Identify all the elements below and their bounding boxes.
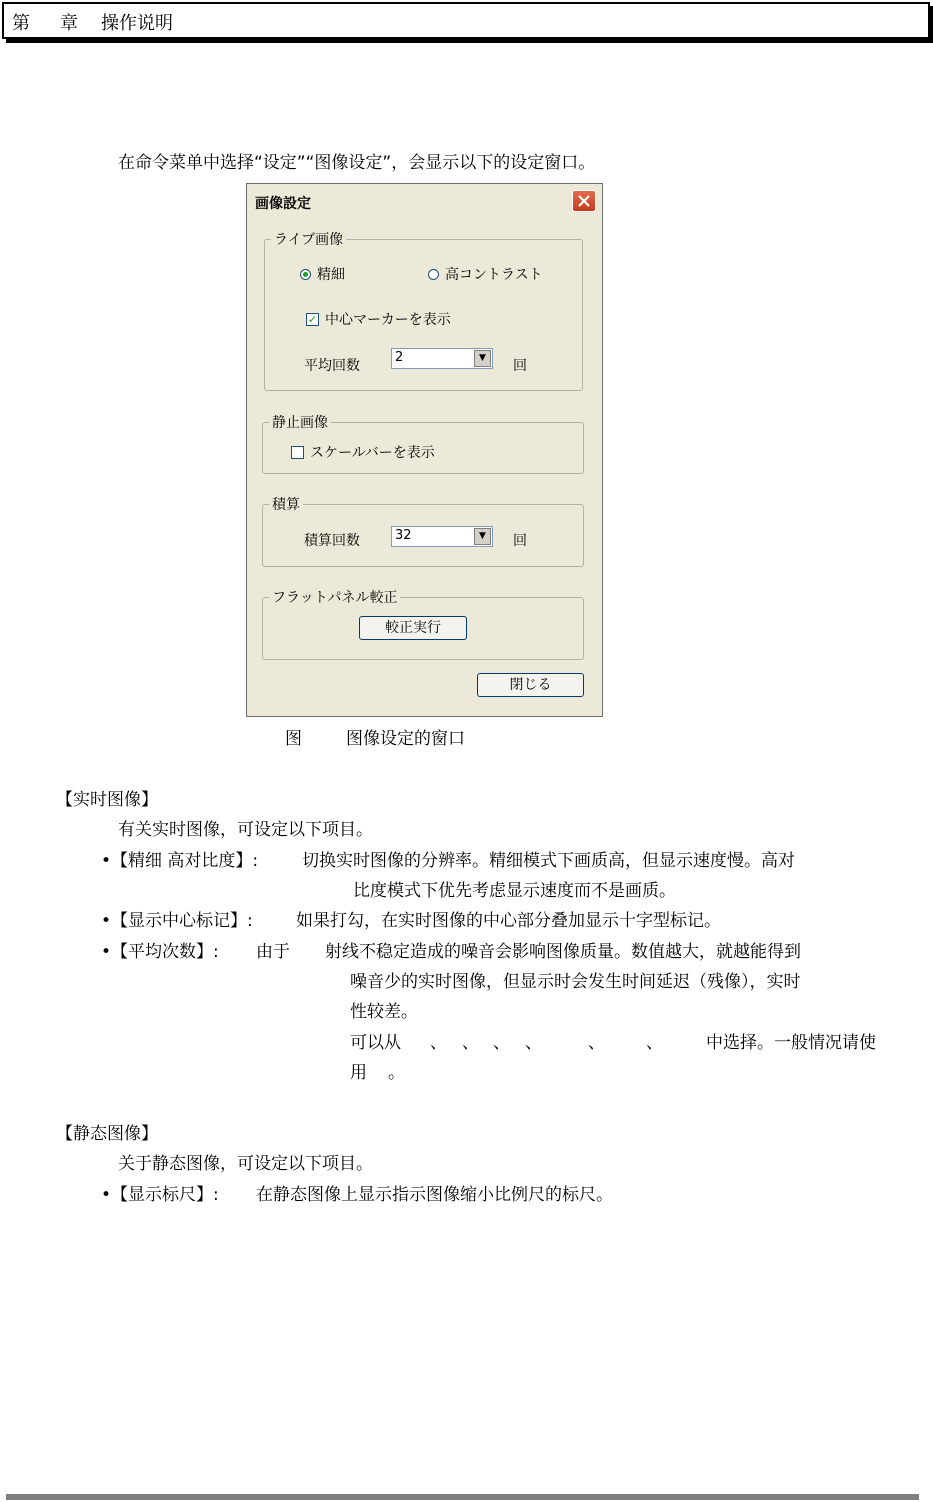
chevron-down-icon: ▼ — [474, 350, 491, 367]
intro-text: 在命令菜单中选择“设定”“图像设定”，会显示以下的设定窗口。 — [118, 153, 596, 173]
integration-count-select[interactable] — [391, 526, 493, 547]
footer-rule — [6, 1494, 919, 1500]
average-item-line5a: 用 — [350, 1063, 367, 1083]
average-item-sep3: 、 — [493, 1033, 510, 1053]
average-count-value: 2 — [395, 350, 404, 365]
live-section-heading: 【实时图像】 — [56, 790, 158, 810]
integration-count-value: 32 — [395, 528, 412, 543]
fine-contrast-label: •【精细 高对比度】: — [101, 851, 259, 871]
still-section-intro: 关于静态图像，可设定以下项目。 — [118, 1154, 373, 1174]
calibrate-button[interactable]: 較正実行 — [359, 616, 467, 640]
average-item-line4h: 中选择。一般情况请使 — [706, 1033, 876, 1053]
close-x-icon — [573, 191, 595, 211]
average-item-line3: 性较差。 — [350, 1002, 418, 1022]
header-chapter-prefix: 第 — [12, 13, 30, 34]
close-button[interactable]: 閉じる — [477, 673, 584, 697]
integration-legend: 積算 — [272, 497, 300, 513]
scalebar-item-label: •【显示标尺】: — [101, 1185, 219, 1205]
live-section-intro: 有关实时图像，可设定以下项目。 — [118, 820, 373, 840]
figure-caption: 图像设定的窗口 — [346, 729, 465, 749]
average-item-line4a: 可以从 — [350, 1033, 401, 1053]
integration-count-unit: 回 — [513, 533, 527, 549]
live-image-legend: ライブ画像 — [274, 232, 344, 248]
image-settings-dialog — [246, 183, 603, 717]
chevron-down-icon: ▼ — [474, 528, 491, 545]
radio-high-contrast[interactable] — [428, 269, 439, 280]
integration-count-label: 積算回数 — [304, 533, 360, 549]
fine-contrast-line1: 切换实时图像的分辨率。精细模式下画质高，但显示速度慢。高对 — [302, 851, 795, 871]
center-marker-checkbox[interactable]: ✓ — [307, 313, 318, 326]
average-item-line2: 噪音少的实时图像，但显示时会发生时间延迟（残像），实时 — [350, 972, 801, 992]
average-item-sep6: 、 — [646, 1033, 663, 1053]
scalebar-checkbox[interactable] — [291, 446, 304, 459]
dialog-title: 画像設定 — [255, 196, 311, 212]
figure-label: 图 — [285, 729, 302, 749]
chapter-header — [2, 2, 930, 39]
average-count-unit: 回 — [513, 358, 527, 374]
average-item-line1: 射线不稳定造成的噪音会影响图像质量。数值越大，就越能得到 — [325, 942, 801, 962]
radio-fine[interactable] — [300, 269, 311, 280]
average-item-sep1: 、 — [430, 1033, 447, 1053]
still-section-heading: 【静态图像】 — [56, 1124, 158, 1144]
average-count-select[interactable] — [391, 348, 493, 369]
flat-panel-legend: フラットパネル較正 — [272, 590, 398, 606]
scalebar-item-text: 在静态图像上显示指示图像缩小比例尺的标尺。 — [256, 1185, 613, 1205]
radio-fine-label: 精細 — [317, 267, 345, 283]
center-marker-item-text: 如果打勾，在实时图像的中心部分叠加显示十字型标记。 — [296, 911, 721, 931]
average-item-sep4: 、 — [525, 1033, 542, 1053]
header-chapter-suffix: 章 — [60, 13, 78, 34]
dialog-close-icon[interactable] — [572, 190, 596, 212]
fine-contrast-line2: 比度模式下优先考虑显示速度而不是画质。 — [353, 881, 676, 901]
center-marker-item-label: •【显示中心标记】: — [101, 911, 253, 931]
average-item-label: •【平均次数】: — [101, 942, 219, 962]
radio-high-contrast-label: 高コントラスト — [445, 267, 543, 283]
center-marker-label: 中心マーカーを表示 — [325, 312, 451, 328]
header-title: 操作说明 — [101, 13, 173, 34]
scalebar-label: スケールバーを表示 — [310, 445, 435, 461]
average-item-line5b: 。 — [388, 1063, 405, 1083]
average-count-label: 平均回数 — [304, 358, 360, 374]
still-image-legend: 静止画像 — [272, 415, 328, 431]
average-item-sep5: 、 — [588, 1033, 605, 1053]
average-item-yu: 由于 — [256, 942, 290, 962]
average-item-sep2: 、 — [462, 1033, 479, 1053]
